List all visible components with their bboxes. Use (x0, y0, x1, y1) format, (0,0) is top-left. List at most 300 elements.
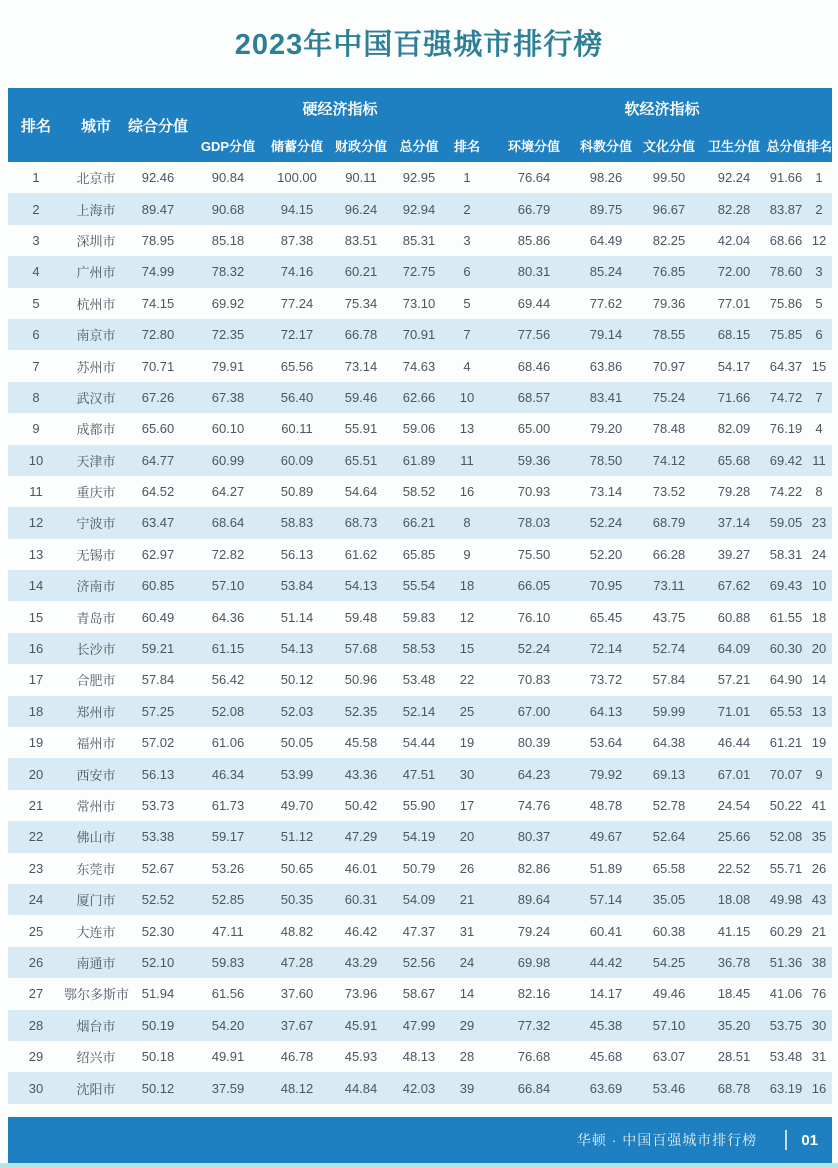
science-education-score-cell: 85.24 (589, 264, 623, 280)
composite-score-cell: 74.99 (141, 264, 175, 280)
health-score-cell: 77.01 (717, 295, 751, 311)
gdp-score-cell: 68.64 (211, 515, 245, 531)
hard-rank-cell: 5 (463, 295, 471, 311)
gdp-score-cell: 85.18 (211, 232, 245, 248)
environment-score-cell: 64.23 (517, 766, 551, 782)
fiscal-score-cell: 47.29 (344, 829, 378, 845)
soft-rank-cell: 35 (811, 829, 827, 845)
environment-score-cell: 70.93 (517, 484, 551, 500)
hard-total-score-cell: 52.14 (402, 703, 436, 719)
hard-total-score-cell: 54.09 (402, 892, 436, 908)
hard-total-score-cell: 59.06 (402, 421, 436, 437)
composite-score-cell: 67.26 (141, 389, 175, 405)
health-score-cell: 36.78 (717, 954, 751, 970)
soft-total-score-cell: 59.05 (769, 515, 803, 531)
hard-total-score-cell: 61.89 (402, 452, 436, 468)
soft-rank-cell: 12 (811, 232, 827, 248)
composite-score-cell: 50.19 (141, 1017, 175, 1033)
bottom-edge-strip (0, 1163, 838, 1168)
savings-score-cell: 100.00 (277, 170, 317, 186)
culture-score-cell: 69.13 (652, 766, 686, 782)
city-cell: 重庆市 (76, 485, 116, 501)
city-cell: 绍兴市 (76, 1050, 116, 1066)
column-header-hard-rank: 排名 (442, 128, 492, 162)
table-row (8, 256, 832, 287)
rank-cell: 28 (28, 1017, 44, 1033)
savings-score-cell: 51.14 (280, 609, 314, 625)
savings-score-cell: 46.78 (280, 1049, 314, 1065)
table-row (8, 507, 832, 538)
composite-score-cell: 89.47 (141, 201, 175, 217)
table-row (8, 821, 832, 852)
column-header-culture-score: 文化分值 (636, 128, 702, 162)
hard-total-score-cell: 59.83 (402, 609, 436, 625)
culture-score-cell: 59.99 (652, 703, 686, 719)
soft-total-score-cell: 50.22 (769, 798, 803, 813)
hard-total-score-cell: 73.10 (402, 295, 436, 311)
environment-score-cell: 52.24 (517, 641, 551, 657)
soft-total-score-cell: 78.60 (769, 264, 803, 280)
table-row (8, 413, 832, 444)
science-education-score-cell: 49.67 (589, 829, 623, 845)
rank-cell: 4 (32, 264, 40, 280)
savings-score-cell: 50.89 (280, 484, 314, 500)
column-header-environment-score: 环境分值 (492, 128, 576, 162)
hard-rank-cell: 17 (459, 798, 475, 813)
gdp-score-cell: 64.27 (211, 484, 245, 500)
environment-score-cell: 75.50 (517, 546, 551, 562)
savings-score-cell: 74.16 (280, 264, 314, 280)
health-score-cell: 67.62 (717, 578, 751, 594)
science-education-score-cell: 57.14 (589, 892, 623, 908)
city-cell: 福州市 (76, 736, 116, 752)
rank-cell: 8 (32, 389, 40, 405)
culture-score-cell: 79.36 (652, 295, 686, 311)
savings-score-cell: 52.03 (280, 703, 314, 719)
fiscal-score-cell: 55.91 (344, 421, 378, 437)
hard-total-score-cell: 47.51 (402, 766, 436, 782)
savings-score-cell: 65.56 (280, 358, 314, 374)
environment-score-cell: 66.84 (517, 1080, 551, 1096)
soft-total-score-cell: 61.55 (769, 609, 803, 625)
culture-score-cell: 70.97 (652, 358, 686, 374)
fiscal-score-cell: 73.14 (344, 358, 378, 374)
health-score-cell: 37.14 (717, 515, 751, 531)
city-cell: 沈阳市 (76, 1081, 116, 1097)
soft-rank-cell: 15 (811, 358, 827, 374)
soft-total-score-cell: 55.71 (769, 860, 803, 876)
soft-rank-cell: 8 (815, 484, 823, 500)
science-education-score-cell: 70.95 (589, 578, 623, 594)
soft-total-score-cell: 60.30 (769, 641, 803, 657)
soft-total-score-cell: 60.29 (769, 923, 803, 939)
composite-score-cell: 50.18 (141, 1049, 175, 1065)
environment-score-cell: 80.31 (517, 264, 551, 280)
soft-total-score-cell: 58.31 (769, 546, 803, 562)
city-cell: 长沙市 (76, 642, 116, 658)
soft-total-score-cell: 75.86 (769, 295, 803, 311)
environment-score-cell: 82.16 (517, 986, 551, 1002)
page-title: 2023年中国百强城市排行榜 (234, 29, 604, 61)
table-header (8, 88, 832, 162)
savings-score-cell: 72.17 (280, 327, 314, 343)
hard-total-score-cell: 48.13 (402, 1049, 436, 1065)
soft-rank-cell: 41 (811, 798, 827, 813)
composite-score-cell: 52.30 (141, 923, 175, 939)
soft-rank-cell: 20 (811, 641, 827, 657)
hard-total-score-cell: 62.66 (402, 389, 436, 405)
hard-rank-cell: 3 (463, 232, 471, 248)
fiscal-score-cell: 73.96 (344, 986, 378, 1002)
rank-cell: 25 (28, 923, 44, 939)
soft-total-score-cell: 52.08 (769, 829, 803, 845)
table-row (8, 319, 832, 350)
soft-total-score-cell: 69.42 (769, 452, 803, 468)
soft-total-score-cell: 65.53 (769, 703, 803, 719)
soft-rank-cell: 7 (815, 389, 823, 405)
hard-total-score-cell: 58.53 (402, 641, 436, 657)
soft-total-score-cell: 61.21 (769, 735, 803, 751)
health-score-cell: 82.28 (717, 201, 751, 217)
fiscal-score-cell: 68.73 (344, 515, 378, 531)
composite-score-cell: 52.10 (141, 954, 175, 970)
city-cell: 佛山市 (76, 830, 116, 846)
culture-score-cell: 76.85 (652, 264, 686, 280)
table-row (8, 758, 832, 789)
culture-score-cell: 74.12 (652, 452, 686, 468)
soft-rank-cell: 43 (811, 892, 827, 908)
soft-total-score-cell: 68.66 (769, 232, 803, 248)
culture-score-cell: 49.46 (652, 986, 686, 1002)
city-cell: 东莞市 (76, 861, 116, 877)
soft-total-score-cell: 41.06 (769, 986, 803, 1002)
gdp-score-cell: 72.35 (211, 327, 245, 343)
culture-score-cell: 43.75 (652, 609, 686, 625)
science-education-score-cell: 45.68 (589, 1049, 623, 1065)
soft-rank-cell: 5 (815, 295, 823, 311)
gdp-score-cell: 69.92 (211, 295, 245, 311)
rank-cell: 7 (32, 358, 40, 374)
soft-rank-cell: 6 (815, 327, 823, 343)
hard-rank-cell: 7 (463, 327, 471, 343)
composite-score-cell: 60.85 (141, 578, 175, 594)
hard-total-score-cell: 58.67 (402, 986, 436, 1002)
rank-cell: 5 (32, 295, 40, 311)
savings-score-cell: 48.82 (280, 923, 314, 939)
city-cell: 常州市 (76, 799, 116, 814)
hard-total-score-cell: 58.52 (402, 484, 436, 500)
hard-rank-cell: 29 (459, 1017, 475, 1033)
hard-total-score-cell: 74.63 (402, 358, 436, 374)
footer-bar (8, 1117, 832, 1163)
composite-score-cell: 59.21 (141, 641, 175, 657)
hard-rank-cell: 28 (459, 1049, 475, 1065)
composite-score-cell: 57.25 (141, 703, 175, 719)
column-header-health-score: 卫生分值 (702, 128, 766, 162)
hard-rank-cell: 13 (459, 421, 475, 437)
environment-score-cell: 76.64 (517, 170, 551, 186)
city-cell: 济南市 (76, 579, 116, 595)
culture-score-cell: 68.79 (652, 515, 686, 531)
health-score-cell: 25.66 (717, 829, 751, 845)
soft-total-score-cell: 91.66 (769, 170, 803, 186)
city-cell: 大连市 (76, 924, 116, 940)
hard-total-score-cell: 47.37 (402, 923, 436, 939)
soft-total-score-cell: 70.07 (769, 766, 803, 782)
composite-score-cell: 62.97 (141, 546, 175, 562)
soft-total-score-cell: 53.48 (769, 1049, 803, 1065)
hard-total-score-cell: 54.19 (402, 829, 436, 845)
hard-total-score-cell: 42.03 (402, 1080, 436, 1096)
soft-rank-cell: 23 (811, 515, 827, 531)
rank-cell: 10 (28, 452, 44, 468)
savings-score-cell: 60.11 (281, 421, 313, 437)
city-cell: 无锡市 (76, 547, 116, 563)
hard-rank-cell: 25 (459, 703, 475, 719)
soft-rank-cell: 4 (815, 421, 823, 437)
culture-score-cell: 63.07 (652, 1049, 686, 1065)
table-body (8, 162, 832, 1104)
footer-brand-text: 华顿 · 中国百强城市排行榜 (576, 1132, 758, 1148)
city-cell: 成都市 (76, 422, 116, 438)
column-header-rank: 排名 (8, 88, 64, 162)
hard-rank-cell: 26 (459, 860, 475, 876)
city-cell: 厦门市 (76, 893, 116, 909)
soft-rank-cell: 2 (815, 201, 823, 217)
gdp-score-cell: 90.68 (211, 201, 245, 217)
culture-score-cell: 64.38 (652, 735, 686, 751)
city-cell: 合肥市 (76, 673, 116, 689)
column-header-science-education-score: 科教分值 (576, 128, 636, 162)
health-score-cell: 72.00 (717, 264, 751, 280)
footer-divider (785, 1130, 787, 1150)
savings-score-cell: 58.83 (280, 515, 314, 531)
health-score-cell: 68.15 (717, 327, 751, 343)
environment-score-cell: 69.98 (517, 954, 551, 970)
table-row (8, 853, 832, 884)
gdp-score-cell: 37.59 (211, 1080, 245, 1096)
health-score-cell: 57.21 (717, 672, 751, 688)
city-cell: 烟台市 (76, 1018, 116, 1034)
gdp-score-cell: 52.08 (211, 703, 245, 719)
science-education-score-cell: 63.86 (589, 358, 623, 374)
environment-score-cell: 67.00 (517, 703, 551, 719)
city-cell: 武汉市 (76, 390, 116, 406)
gdp-score-cell: 60.10 (211, 421, 245, 437)
column-header-gdp-score: GDP分值 (188, 128, 268, 162)
health-score-cell: 46.44 (717, 735, 751, 751)
gdp-score-cell: 61.73 (211, 798, 245, 813)
soft-rank-cell: 11 (812, 452, 826, 468)
rank-cell: 21 (28, 798, 44, 813)
environment-score-cell: 76.10 (517, 609, 551, 625)
rank-cell: 2 (32, 201, 40, 217)
rank-cell: 6 (32, 327, 40, 343)
health-score-cell: 67.01 (717, 766, 751, 782)
fiscal-score-cell: 66.78 (344, 327, 378, 343)
column-header-soft-rank: 排名 (806, 128, 832, 162)
culture-score-cell: 57.84 (652, 672, 686, 688)
soft-rank-cell: 16 (811, 1080, 827, 1096)
culture-score-cell: 73.11 (653, 578, 685, 594)
health-score-cell: 39.27 (717, 546, 751, 562)
soft-rank-cell: 1 (815, 170, 823, 186)
city-cell: 广州市 (76, 265, 116, 281)
gdp-score-cell: 90.84 (211, 170, 245, 186)
rank-cell: 22 (28, 829, 44, 845)
hard-rank-cell: 39 (459, 1080, 475, 1096)
savings-score-cell: 50.65 (280, 860, 314, 876)
health-score-cell: 22.52 (717, 860, 751, 876)
table-row (8, 633, 832, 664)
hard-rank-cell: 24 (459, 954, 475, 970)
science-education-score-cell: 64.13 (589, 703, 623, 719)
hard-rank-cell: 22 (459, 672, 475, 688)
composite-score-cell: 65.60 (141, 421, 175, 437)
savings-score-cell: 60.09 (280, 452, 314, 468)
rank-cell: 17 (28, 672, 44, 688)
culture-score-cell: 52.64 (652, 829, 686, 845)
hard-rank-cell: 16 (459, 484, 475, 500)
composite-score-cell: 56.13 (141, 766, 175, 782)
city-cell: 郑州市 (76, 704, 116, 720)
science-education-score-cell: 45.38 (589, 1017, 623, 1033)
environment-score-cell: 66.79 (517, 201, 551, 217)
gdp-score-cell: 64.36 (211, 609, 245, 625)
science-education-score-cell: 98.26 (589, 170, 623, 186)
science-education-score-cell: 44.42 (589, 954, 623, 970)
soft-rank-cell: 14 (811, 672, 827, 688)
hard-total-score-cell: 53.48 (402, 672, 436, 688)
gdp-score-cell: 59.17 (211, 829, 245, 845)
column-header-composite: 综合分值 (128, 88, 188, 162)
soft-total-score-cell: 69.43 (769, 578, 803, 594)
column-header-soft-total-score: 总分值 (766, 128, 806, 162)
hard-rank-cell: 19 (459, 735, 475, 751)
environment-score-cell: 85.86 (517, 232, 551, 248)
composite-score-cell: 60.49 (141, 609, 175, 625)
city-cell: 宁波市 (76, 516, 116, 532)
table-row (8, 978, 832, 1009)
hard-total-score-cell: 70.91 (402, 327, 436, 343)
rank-cell: 27 (28, 986, 44, 1002)
soft-rank-cell: 21 (811, 923, 827, 939)
table-row (8, 696, 832, 727)
culture-score-cell: 96.67 (652, 201, 686, 217)
soft-total-score-cell: 76.19 (769, 421, 803, 437)
health-score-cell: 41.15 (717, 923, 751, 939)
hard-total-score-cell: 47.99 (402, 1017, 436, 1033)
table-row (8, 1072, 832, 1103)
soft-rank-cell: 10 (811, 578, 827, 594)
gdp-score-cell: 52.85 (211, 892, 245, 908)
column-header-savings-score: 储蓄分值 (268, 128, 326, 162)
environment-score-cell: 65.00 (517, 421, 551, 437)
savings-score-cell: 49.70 (280, 798, 314, 813)
health-score-cell: 35.20 (717, 1017, 751, 1033)
fiscal-score-cell: 52.35 (344, 703, 378, 719)
health-score-cell: 28.51 (717, 1049, 751, 1065)
environment-score-cell: 68.46 (517, 358, 551, 374)
rank-cell: 23 (28, 860, 44, 876)
science-education-score-cell: 73.72 (589, 672, 623, 688)
rank-cell: 19 (28, 735, 44, 751)
gdp-score-cell: 47.11 (212, 923, 244, 939)
hard-rank-cell: 15 (459, 641, 475, 657)
soft-total-score-cell: 83.87 (769, 201, 803, 217)
health-score-cell: 42.04 (717, 232, 751, 248)
savings-score-cell: 56.13 (280, 546, 314, 562)
column-header-hard-total-score: 总分值 (396, 128, 442, 162)
gdp-score-cell: 78.32 (211, 264, 245, 280)
composite-score-cell: 63.47 (141, 515, 175, 531)
environment-score-cell: 80.39 (517, 735, 551, 751)
soft-total-score-cell: 75.85 (769, 327, 803, 343)
table-row (8, 601, 832, 632)
culture-score-cell: 60.38 (652, 923, 686, 939)
hard-rank-cell: 30 (459, 766, 475, 782)
soft-rank-cell: 26 (811, 860, 827, 876)
health-score-cell: 92.24 (717, 170, 751, 186)
soft-total-score-cell: 74.22 (769, 484, 803, 500)
science-education-score-cell: 63.69 (589, 1080, 623, 1096)
culture-score-cell: 57.10 (652, 1017, 686, 1033)
fiscal-score-cell: 43.29 (344, 954, 378, 970)
soft-rank-cell: 3 (815, 264, 823, 280)
rank-cell: 26 (28, 954, 44, 970)
health-score-cell: 71.66 (717, 389, 751, 405)
environment-score-cell: 68.57 (517, 389, 551, 405)
table-row (8, 570, 832, 601)
city-cell: 天津市 (76, 453, 116, 469)
science-education-score-cell: 64.49 (589, 232, 623, 248)
composite-score-cell: 53.38 (141, 829, 175, 845)
savings-score-cell: 54.13 (280, 641, 314, 657)
science-education-score-cell: 72.14 (589, 641, 623, 657)
savings-score-cell: 47.28 (280, 954, 314, 970)
science-education-score-cell: 14.17 (589, 986, 623, 1002)
savings-score-cell: 51.12 (280, 829, 314, 845)
culture-score-cell: 78.55 (652, 327, 686, 343)
environment-score-cell: 69.44 (517, 295, 551, 311)
fiscal-score-cell: 96.24 (344, 201, 378, 217)
table-row (8, 1041, 832, 1072)
table-row (8, 476, 832, 507)
hard-total-score-cell: 54.44 (402, 735, 436, 751)
hard-rank-cell: 31 (459, 923, 475, 939)
health-score-cell: 79.28 (717, 484, 751, 500)
hard-total-score-cell: 66.21 (402, 515, 436, 531)
fiscal-score-cell: 45.93 (344, 1049, 378, 1065)
hard-rank-cell: 8 (463, 515, 471, 531)
rank-cell: 29 (28, 1049, 44, 1065)
savings-score-cell: 37.67 (280, 1017, 314, 1033)
city-cell: 杭州市 (76, 296, 116, 312)
composite-score-cell: 92.46 (141, 170, 175, 186)
composite-score-cell: 64.77 (141, 452, 175, 468)
gdp-score-cell: 72.82 (211, 546, 245, 562)
hard-rank-cell: 10 (459, 389, 475, 405)
environment-score-cell: 77.56 (517, 327, 551, 343)
environment-score-cell: 59.36 (517, 452, 551, 468)
hard-total-score-cell: 55.54 (402, 578, 436, 594)
city-cell: 苏州市 (76, 359, 116, 375)
hard-rank-cell: 18 (459, 578, 475, 594)
hard-total-score-cell: 52.56 (402, 954, 436, 970)
hard-rank-cell: 4 (463, 358, 471, 374)
science-education-score-cell: 52.20 (589, 546, 623, 562)
composite-score-cell: 57.84 (141, 672, 175, 688)
